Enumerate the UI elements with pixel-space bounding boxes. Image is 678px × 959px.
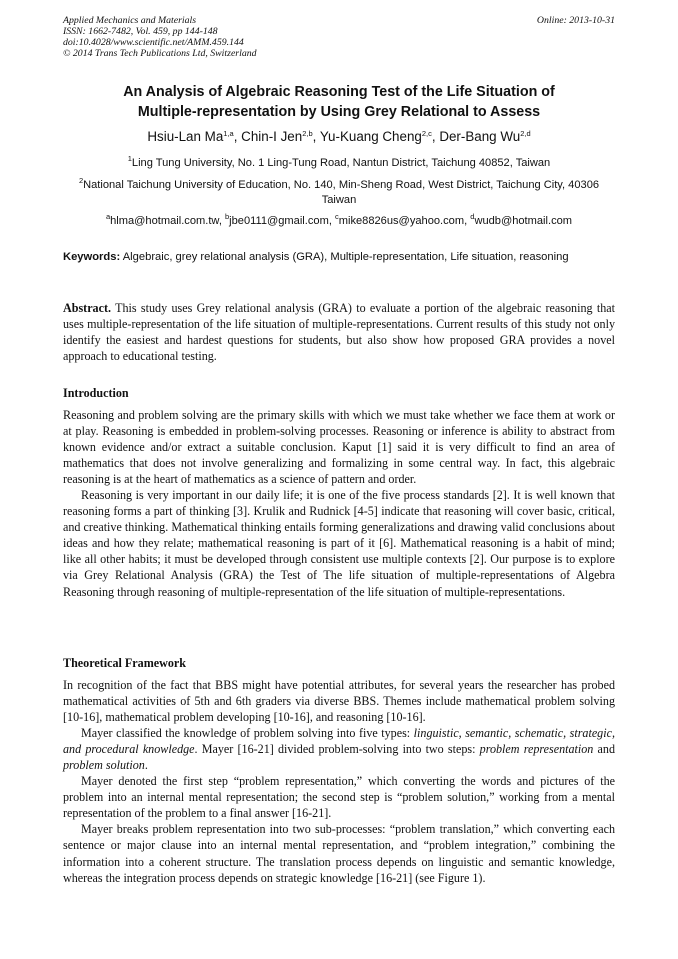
online-date: Online: 2013-10-31 [536, 15, 615, 26]
affiliation-text: Ling Tung University, No. 1 Ling-Tung Road, Nantun District, Taichung 40852, Taiwan [131, 157, 551, 169]
paragraph: Reasoning is very important in our daily life; it is one of the five process standards [2]. It is well known that reasoning forms a part of thinking [3]. Krulik and Rudnick [4-5] indicate that reasoning will cover basic, critical, and creative thinking. Mathematical thinking entails forming generalizations and drawing valid conclusions about ideas and how they relate; mathematical reasoning is part of it [6]. Mathematical reasoning is a habit of mind; like all other habits; it must be developed through consistent use multiple contexts [2]. Our purpose is to explore via Grey Relational Analysis (GRA) the Test of The life situation of multiple-representations of Algebra Reasoning through reasoning of multiple-representation of the life situation of multiple-representations. [63, 488, 615, 599]
author-sup: 2,d [520, 129, 531, 138]
author-name: Der-Bang Wu [439, 129, 521, 144]
text-run: . [144, 758, 148, 773]
author-list: Hsiu-Lan Ma$^{1,a}$, Chin-I Jen$^{2,b}$, Yu-Kuang Cheng$^{2,c}$, Der-Bang Wu$^{2,d}$ [147, 129, 531, 144]
affiliation-text: National Taichung University of Education, No. 140, Min-Sheng Road, West District, Taichung City, 40306 Taiwan [83, 179, 600, 206]
affiliation-1 [63, 156, 615, 171]
section-heading-introduction: Introduction [63, 386, 129, 400]
title-line-1: An Analysis of Algebraic Reasoning Test of the Life Situation of [123, 84, 555, 100]
italic-run: problem solution [63, 758, 145, 773]
keywords-text: Algebraic, grey relational analysis (GRA), Multiple-representation, Life situation, reasoning [122, 251, 569, 263]
affiliation-sup: 2 [78, 176, 84, 185]
author-name: Yu-Kuang Cheng [319, 129, 422, 144]
paragraph [63, 725, 615, 773]
doi-line: doi:10.4028/www.scientific.net/AMM.459.144 [63, 37, 244, 48]
section-heading-theoretical-framework: Theoretical Framework [63, 656, 187, 670]
paragraph: In recognition of the fact that BBS might have potential attributes, for several years the researcher has probed mathematical activities of 5th and 6th graders via diverse BBS. Themes include mathematical problem solving [10-16], mathematical problem developing [10-16], and reasoning [10-16]. [63, 678, 615, 725]
email-address[interactable]: jbe0111@gmail.com [229, 215, 329, 227]
paragraph: Reasoning and problem solving are the primary skills with which we must take whether we face them at work or at play. Reasoning is embedded in problem-solving processes. Reasoning or inference is ability to abstract from known evidence and/or extract a suitable conclusion. Kaput [1] said it is very difficult to find an area of mathematics that does not involve generalizing and formalizing in some central way. In fact, this algebraic reasoning is at the heart of mathematics as a science of pattern and order. [63, 408, 615, 487]
abstract-label: Abstract. [63, 301, 112, 315]
copyright-line: © 2014 Trans Tech Publications Ltd, Switzerland [63, 48, 257, 59]
email-sup: a [105, 212, 111, 221]
author-sup: 1,a [223, 129, 234, 138]
keywords-label: Keywords: [63, 251, 121, 263]
text-run: and [593, 742, 616, 757]
title-line-2: Multiple-representation by Using Grey Relational to Assess [137, 104, 541, 120]
theoretical-framework-body [63, 677, 615, 886]
author-name: Hsiu-Lan Ma [147, 129, 224, 144]
paper-title [70, 82, 608, 122]
text-run: Mayer classified the knowledge of problem solving into five types: [81, 726, 414, 741]
email-address[interactable]: hlma@hotmail.com.tw [110, 215, 219, 227]
affiliation-2 [63, 178, 615, 208]
author-name: Chin-I Jen [241, 129, 303, 144]
email-sup: c [334, 212, 339, 221]
email-address[interactable]: wudb@hotmail.com [474, 215, 573, 227]
italic-run: linguistic, semantic, schematic, strategic, and procedural knowledge [63, 726, 615, 757]
email-sup: b [224, 212, 230, 221]
email-address[interactable]: mike8826us@yahoo.com [338, 215, 465, 227]
author-sup: 2,c [421, 129, 432, 138]
abstract-text: This study uses Grey relational analysis (GRA) to evaluate a portion of the algebraic reasoning that uses multiple-representation of the life situation of multiple-representations. Current results of this study not only identify the easiest and hardest questions for students, but also show how proposed GRA provides a novel approach to educational testing. [63, 301, 615, 364]
journal-name: Applied Mechanics and Materials [63, 15, 197, 26]
paragraph: Mayer breaks problem representation into two sub-processes: “problem translation,” which converting each sentence or major clause into an internal mental representation, and “problem integration,” combining the information into a coherent structure. The translation process depends on linguistic and semantic knowledge, whereas the integration process depends on strategic knowledge [16-21] (see Figure 1). [63, 822, 615, 885]
affiliation-sup: 1 [127, 154, 132, 163]
issn-line: ISSN: 1662-7482, Vol. 459, pp 144-148 [63, 26, 218, 37]
email-sup: d [470, 212, 475, 221]
email-list: $^a$hlma@hotmail.com.tw, $^b$jbe0111@gmail.com, $^c$mike8826us@yahoo.com, $^d$wudb@hotmail.com [105, 212, 573, 227]
paragraph: Mayer denoted the first step “problem representation,” which converting the words and pictures of the problem into an internal mental representation; the second step is “problem solution,” working from a mental representation of the problem to a final answer [16-21]. [63, 774, 615, 821]
italic-run: problem representation [479, 742, 594, 757]
keywords [63, 250, 615, 264]
journal-header [63, 15, 615, 59]
abstract [63, 300, 615, 364]
introduction-body [63, 407, 615, 600]
author-sup: 2,b [302, 129, 313, 138]
text-run: . Mayer [16-21] divided problem-solving into two steps: [194, 742, 480, 757]
